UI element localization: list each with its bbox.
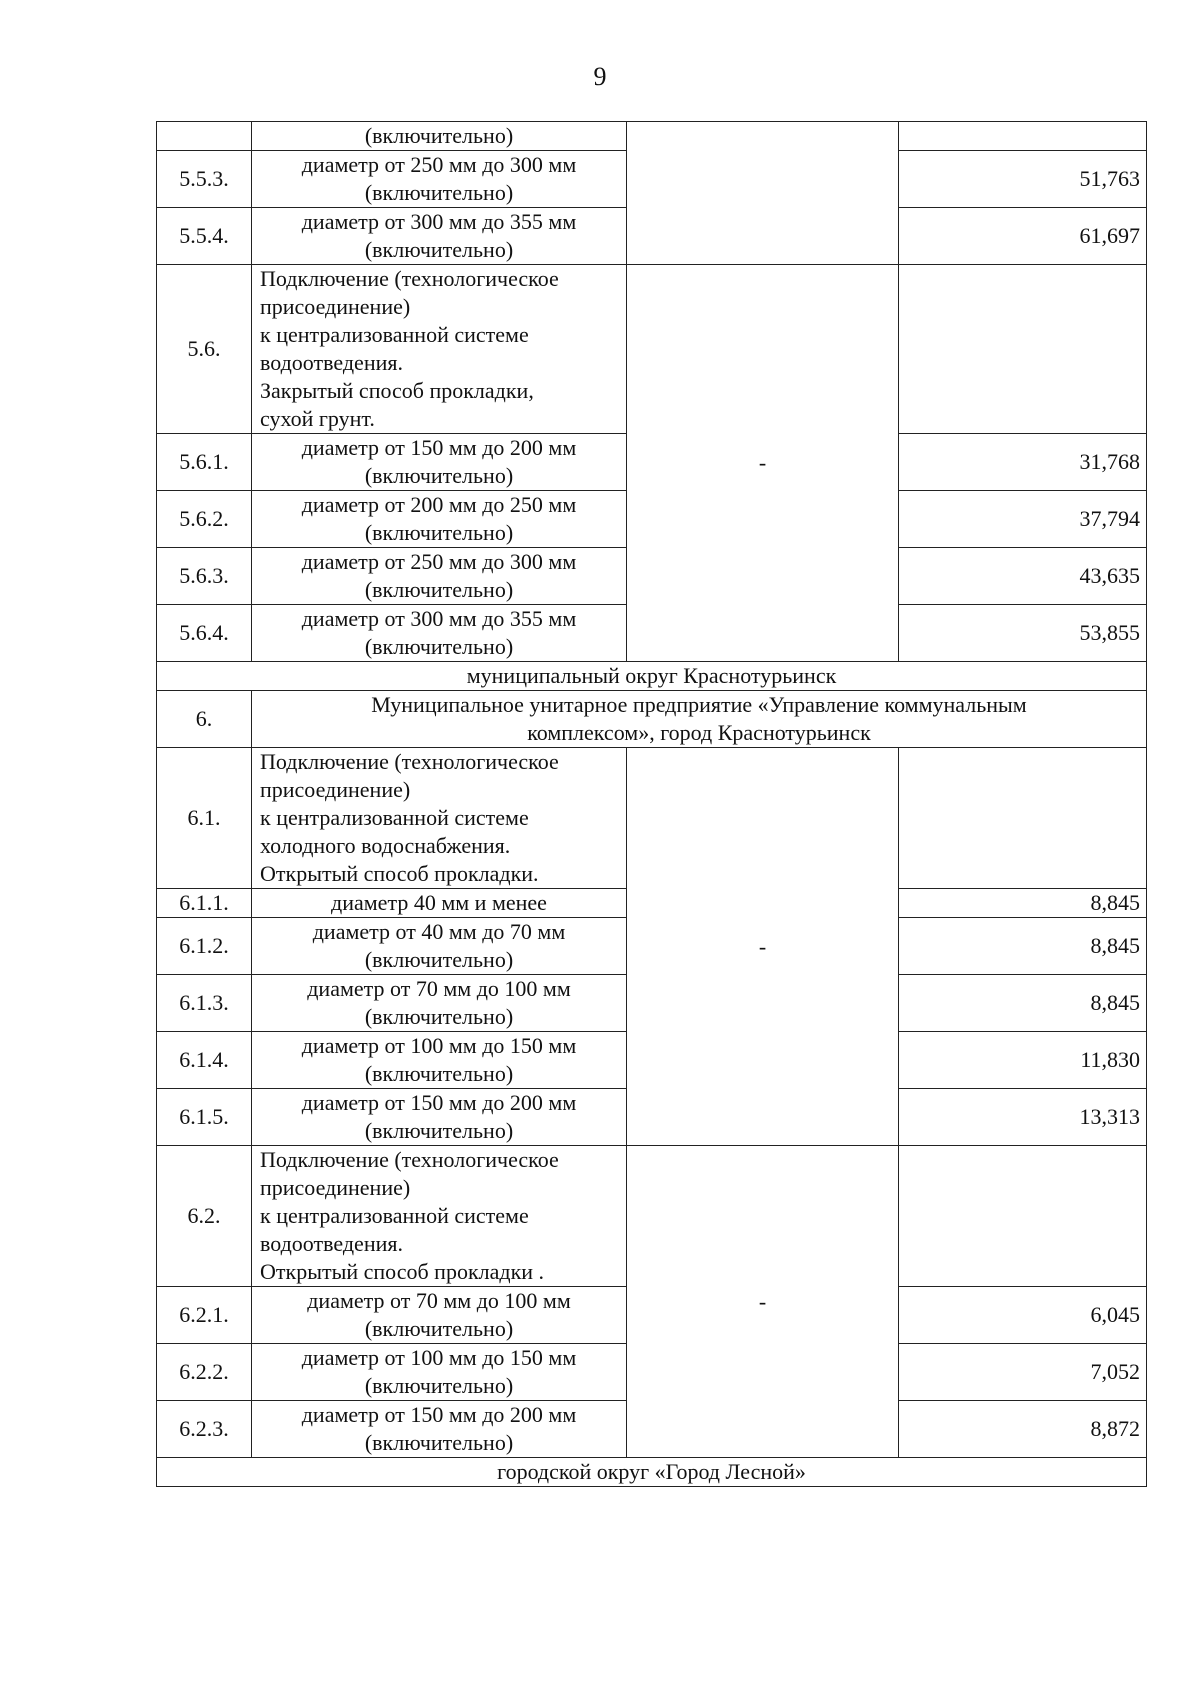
row-number: 6.1.1. [157, 889, 252, 918]
row-number: 6.2.3. [157, 1401, 252, 1458]
page-number: 9 [593, 62, 607, 91]
row-number: 6.1.4. [157, 1032, 252, 1089]
row-number [157, 122, 252, 151]
region-heading: городской округ «Город Лесной» [157, 1458, 1147, 1487]
row-middle-cell [627, 122, 899, 265]
row-value: 8,872 [899, 1401, 1147, 1458]
region-row [157, 662, 1147, 691]
table-row [157, 748, 1147, 889]
region-row [157, 1458, 1147, 1487]
row-description: диаметр от 150 мм до 200 мм (включительно) [252, 1089, 627, 1146]
row-number: 6.2.2. [157, 1344, 252, 1401]
row-number: 5.6.1. [157, 434, 252, 491]
row-description: диаметр от 300 мм до 355 мм (включительно) [252, 605, 627, 662]
table-row [157, 265, 1147, 434]
section-description: Подключение (технологическое присоединение) к централизованной системе водоотведения. Открытый способ прокладки . [252, 1146, 627, 1287]
row-description: диаметр от 250 мм до 300 мм (включительно) [252, 151, 627, 208]
row-description: диаметр от 200 мм до 250 мм (включительно) [252, 491, 627, 548]
row-value: 53,855 [899, 605, 1147, 662]
section-middle-cell: - [627, 265, 899, 662]
row-number: 6.1.5. [157, 1089, 252, 1146]
row-value: 13,313 [899, 1089, 1147, 1146]
row-description: диаметр от 70 мм до 100 мм (включительно) [252, 975, 627, 1032]
row-description: диаметр от 150 мм до 200 мм (включительно) [252, 434, 627, 491]
row-value: 7,052 [899, 1344, 1147, 1401]
row-value: 8,845 [899, 918, 1147, 975]
tariff-table [156, 121, 1147, 1487]
section-value [899, 748, 1147, 889]
row-description: диаметр от 70 мм до 100 мм (включительно) [252, 1287, 627, 1344]
row-number: 5.6.4. [157, 605, 252, 662]
row-description: диаметр от 100 мм до 150 мм (включительно) [252, 1032, 627, 1089]
row-description: диаметр 40 мм и менее [252, 889, 627, 918]
row-value: 8,845 [899, 975, 1147, 1032]
section-middle-cell: - [627, 1146, 899, 1458]
row-value: 61,697 [899, 208, 1147, 265]
row-value: 31,768 [899, 434, 1147, 491]
organization-number: 6. [157, 691, 252, 748]
row-value: 8,845 [899, 889, 1147, 918]
section-number: 5.6. [157, 265, 252, 434]
row-number: 5.5.3. [157, 151, 252, 208]
section-number: 6.1. [157, 748, 252, 889]
row-value [899, 122, 1147, 151]
row-value: 11,830 [899, 1032, 1147, 1089]
section-number: 6.2. [157, 1146, 252, 1287]
row-description: диаметр от 40 мм до 70 мм (включительно) [252, 918, 627, 975]
table-row [157, 1146, 1147, 1287]
section-value [899, 265, 1147, 434]
row-value: 6,045 [899, 1287, 1147, 1344]
row-description: диаметр от 300 мм до 355 мм (включительно) [252, 208, 627, 265]
row-description: диаметр от 250 мм до 300 мм (включительно) [252, 548, 627, 605]
section-description: Подключение (технологическое присоединение) к централизованной системе водоотведения. Закрытый способ прокладки, сухой грунт. [252, 265, 627, 434]
row-description: диаметр от 150 мм до 200 мм (включительно) [252, 1401, 627, 1458]
row-value: 37,794 [899, 491, 1147, 548]
row-value: 43,635 [899, 548, 1147, 605]
row-number: 5.5.4. [157, 208, 252, 265]
row-number: 6.1.3. [157, 975, 252, 1032]
table-row [157, 122, 1147, 151]
section-middle-cell: - [627, 748, 899, 1146]
section-description: Подключение (технологическое присоединение) к централизованной системе холодного водоснабжения. Открытый способ прокладки. [252, 748, 627, 889]
row-description: (включительно) [252, 122, 627, 151]
organization-row [157, 691, 1147, 748]
row-description: диаметр от 100 мм до 150 мм (включительно) [252, 1344, 627, 1401]
region-heading: муниципальный округ Краснотурьинск [157, 662, 1147, 691]
row-number: 6.1.2. [157, 918, 252, 975]
organization-name: Муниципальное унитарное предприятие «Управление коммунальным комплексом», город Краснотурьинск [252, 691, 1147, 748]
row-number: 6.2.1. [157, 1287, 252, 1344]
section-value [899, 1146, 1147, 1287]
row-number: 5.6.2. [157, 491, 252, 548]
row-value: 51,763 [899, 151, 1147, 208]
row-number: 5.6.3. [157, 548, 252, 605]
